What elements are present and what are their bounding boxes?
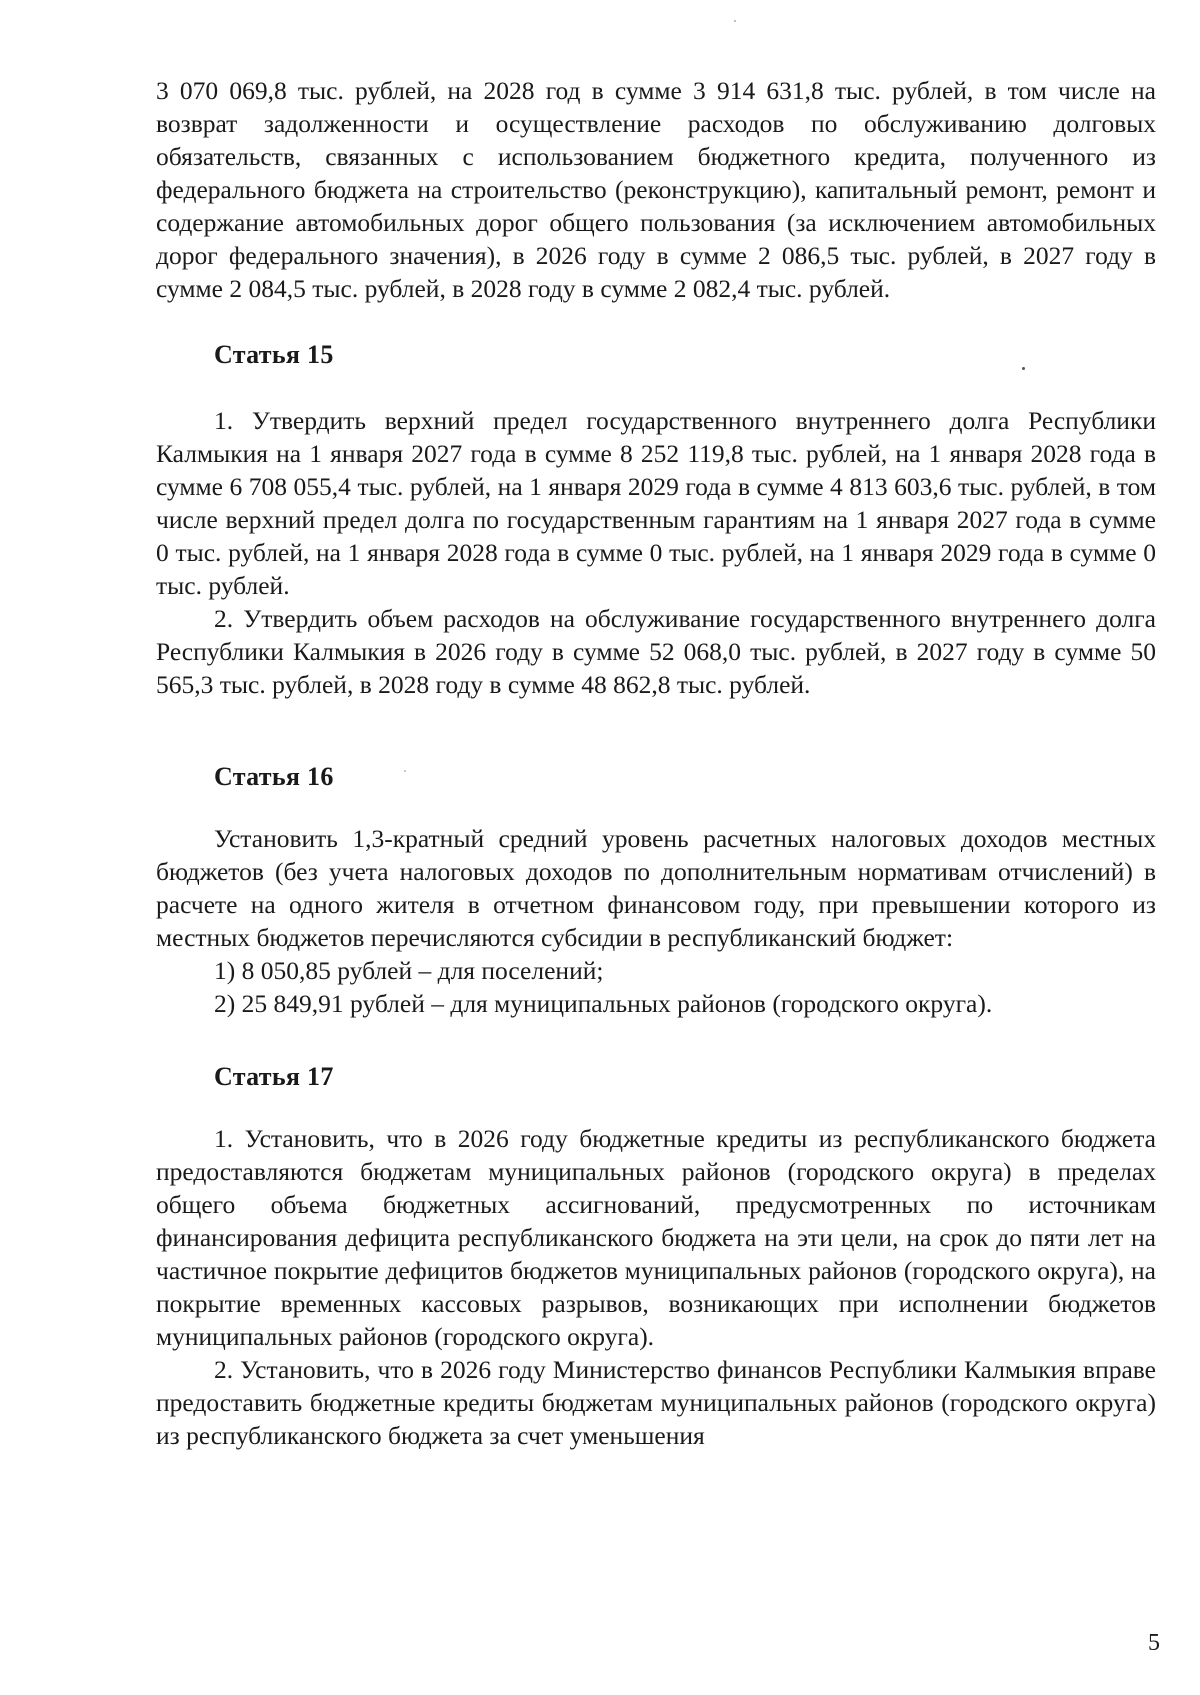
article-17-paragraph-2: 2. Установить, что в 2026 году Министерство финансов Республики Калмыкия вправе предоставить бюджетные кредиты бюджетам муниципальных районов (городского округа) из республиканского бюджета за счет уменьшения (156, 1355, 1156, 1450)
scan-speck (1022, 367, 1025, 370)
article-17-body (156, 1122, 1156, 1452)
article-15-body (156, 404, 1156, 701)
intro-paragraph-block (156, 74, 1156, 305)
article-16-heading: Статья 16 (214, 762, 334, 791)
article-16-list-item-1: 1) 8 050,85 рублей – для поселений; (214, 956, 604, 985)
article-16-paragraph-1: Установить 1,3-кратный средний уровень расчетных налоговых доходов местных бюджетов (без учета налоговых доходов по дополнительным нормативам отчислений) в расчете на одного жителя в отчетном финансовом году, при превышении которого из местных бюджетов перечисляются субсидии в республиканский бюджет: (156, 824, 1156, 952)
article-15-paragraph-2: 2. Утвердить объем расходов на обслуживание государственного внутреннего долга Республики Калмыкия в 2026 году в сумме 52 068,0 тыс. рублей, в 2027 году в сумме 50 565,3 тыс. рублей, в 2028 году в сумме 48 862,8 тыс. рублей. (156, 604, 1156, 699)
intro-paragraph: 3 070 069,8 тыс. рублей, на 2028 год в сумме 3 914 631,8 тыс. рублей, в том числе на возврат задолженности и осуществление расходов по обслуживанию долговых обязательств, связанных с использованием бюджетного кредита, полученного из федерального бюджета на строительство (реконструкцию), капитальный ремонт, ремонт и содержание автомобильных дорог общего пользования (за исключением автомобильных дорог федерального значения), в 2026 году в сумме 2 086,5 тыс. рублей, в 2027 году в сумме 2 084,5 тыс. рублей, в 2028 году в сумме 2 082,4 тыс. рублей. (156, 76, 1156, 303)
article-16-list-item-2: 2) 25 849,91 рублей – для муниципальных районов (городского округа). (214, 989, 993, 1018)
scan-speck (404, 770, 406, 772)
page-number: 5 (1148, 1630, 1160, 1656)
scan-speck (734, 20, 736, 22)
article-16-body (156, 822, 1156, 1020)
article-15-heading: Статья 15 (214, 340, 334, 369)
article-17-paragraph-1: 1. Установить, что в 2026 году бюджетные кредиты из республиканского бюджета предоставляются бюджетам муниципальных районов (городского округа) в пределах общего объема бюджетных ассигнований, предусмотренных по источникам финансирования дефицита республиканского бюджета на эти цели, на срок до пяти лет на частичное покрытие дефицитов бюджетов муниципальных районов (городского округа), на покрытие временных кассовых разрывов, возникающих при исполнении бюджетов муниципальных районов (городского округа). (156, 1124, 1156, 1351)
article-17-heading: Статья 17 (214, 1062, 334, 1091)
article-15-paragraph-1: 1. Утвердить верхний предел государственного внутреннего долга Республики Калмыкия на 1 января 2027 года в сумме 8 252 119,8 тыс. рублей, на 1 января 2028 года в сумме 6 708 055,4 тыс. рублей, на 1 января 2029 года в сумме 4 813 603,6 тыс. рублей, в том числе верхний предел долга по государственным гарантиям на 1 января 2027 года в сумме 0 тыс. рублей, на 1 января 2028 года в сумме 0 тыс. рублей, на 1 января 2029 года в сумме 0 тыс. рублей. (156, 406, 1156, 600)
